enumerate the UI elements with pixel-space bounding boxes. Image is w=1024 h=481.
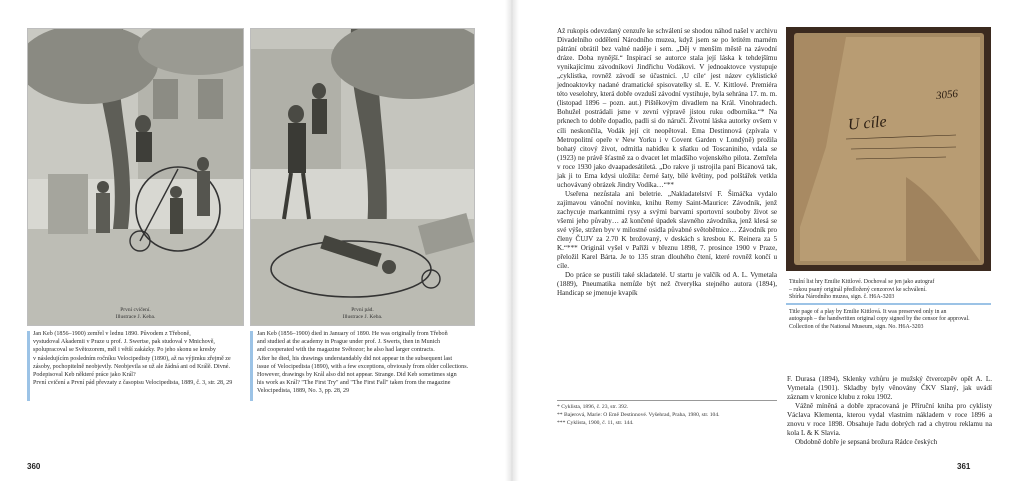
manuscript-title: U cíle [847,113,888,134]
photo-caption-line: Collection of the National Museum, sign. No. H6A-3203 [789,323,924,330]
photo-caption-line: Titulní list hry Emilie Kittlové. Dochoval se jen jako autograf [789,279,935,285]
photo-caption-line: Sbírka Národního muzea, sign. č. H6A-3203 [789,294,895,301]
left-page [0,0,511,481]
engraving-first-try-illustration [28,29,243,325]
body-paragraph: Obdobně dobře je sepsaná brožura Rádce českých [795,438,938,447]
photo-caption [789,279,989,332]
photo-caption-line: autograph – the handwritten original copy signed by the censor for approval. [789,316,970,323]
figure2-credit: Illustrace J. Keba. [342,314,383,320]
caption-accent-rule [27,331,30,401]
engraving-first-try [27,28,244,326]
caption-line: However, drawings by Král also did not appear. Strange. Did Keb sometimes sign [257,372,457,379]
caption-line: his work as Král? "The First Try" and "The First Fall" taken from the magazine [257,380,451,387]
manuscript-photo [786,27,991,271]
body-paragraph: Až rukopis odevzdaný cenzuře ke schválení se shodou náhod našel v archivu Divadelního oddělení Národního muzea, když jsem se po letitém marném pátrání obrátil bez valné naděje i sem. „Děj v menším městě na závodní dráze. Doba nynější.“ Inspirací se autorce stala její láska k tehdejšímu vynikajícímu závodníkovi Jindřichu Vodákovi. V jednoaktovce vystupuje „cyklistka, rovněž závodí se účastnicí. ‚U cíle‘ jest název cyklistické jednoaktovky nadané dramatické spisovatelky sl. E. V. Kittlové. Premiéra této veselohry, která dobře ovzduší závodní vystihuje, byla sehrána 17. m. m. (listopad 1896 – pozn. aut.) Pištěkovým divadlem na Král. Vinohradech. Bohužel postrádali jsme v zevní výpravě jistou ruku odborníka.“* Na prknech to dobře dopadlo, padli si do náručí. Životní láska autorky ovšem v cíli neskončila, Vodák její cit neopětoval. Ema Destinnová (zpívala v Metropolitní opeře v New Yorku i v Covent Garden v Londýně) prožila bohatý citový život, odmítla nabídku k sňatku od Toscaniniho, vdala se (1923) ne právě šťastně za o dvacet let mladšího vojenského pilota. Zemřela v roce 1930 jako dvaapadesátiletá. „Do rakve ji ustrojila paní Bicanová tak, jak ji to Ema kdysi uložila: černé šaty, bílé květiny, pod polštářek vetkla uchovávaný obrázek Jindry Vodíka…“** [557,27,777,189]
footnotes [557,400,777,428]
footnote: *** Cyklista, 1900, č. 11, str. 144. [557,420,634,426]
caption-line: Velocipedista, 1889, No. 3, pp. 28, 29 [257,388,350,395]
caption-czech [33,330,245,387]
caption-accent-rule [250,331,253,401]
caption-line: v následujícím posledním ročníku Velocipedisty (1890), až na výjimku zřejmě ze [33,355,231,362]
photo-caption-line: – rukou psaný originál předložený cenzorovi ke schválení. [789,286,927,293]
caption-line: and studied at the academy in Prague under prof. J. Swerts, then in Munich [257,339,441,346]
manuscript-number: 3056 [935,87,959,103]
engraving-first-fall-illustration [251,29,474,325]
caption-line: Jan Keb (1856–1900) zemřel v lednu 1890. Původem z Třeboně, [33,331,191,337]
caption-line: spolupracoval se Světozorem, měl i větší zakázky. Po jeho skonu se kresby [33,347,216,354]
body-paragraph: Useřena nezůstala ani beletrie. „Nakladatelství F. Šimáčka vydalo zajímavou vánoční novinku, knihu Remy Saint-Maurice: Závodník, jenž zachycuje markantními rysy a svými barvami sportovní souboby život se všemi jeho půvaby… až končené úpadek slavného závodníka, jenž klesá se své výše, stržen byv v milostné osidla půvabné světobětnice… Závodník pro členy ČUJV za 2.70 K brožovaný, v deskách s kresbou K. Reinera za 5 K.“*** Originál vyšel v Paříži v březnu 1898, 7. prosince 1900 v Praze, přeložil Karel Bárta. Je to 135 stran dlouhého čtení, které rovněž končí u cíle. [557,189,777,271]
second-text-column [787,375,992,447]
figure1-credit: Illustrace J. Keba. [115,314,156,320]
body-text-column [557,27,777,298]
body-paragraph: F. Durasa (1894), Sklenky vzhůru je mužský čtverozpěv opět A. L. Vymetala (1901). Skladby byly věnovány ČKV Slaný, jak uvádí záznam v kronice klubu z roku 1902. [787,375,992,402]
manuscript-cover-image [786,27,991,271]
engraving-first-fall-caption [251,307,474,321]
footnote: ** Bajerová, Marie: O Emě Destinnové. Vyšehrad, Praha, 1980, str. 104. [557,412,720,418]
caption-line: Podepisoval Keb některé práce jako Král? [33,372,136,379]
caption-line: After he died, his drawings understandably did not appear in the subsequent last [257,355,453,362]
book-gutter [505,0,519,481]
caption-english [257,330,472,396]
caption-line: vystudoval Akademii v Praze u prof. J. Swertse, pak studoval v Mnichově, [33,339,215,346]
figure2-caption: První pád. [351,307,374,313]
photo-caption-line: Title page of a play by Emilie Kittlová. It was preserved only in an [789,308,947,315]
engraving-first-try-caption [28,307,243,321]
caption-line: and cooperated with the magazine Světozor; he also had larger contracts. [257,347,435,354]
page-number-left: 360 [27,462,41,471]
caption-line: První cvičení a První pád převzaty z časopisu Velocipedista, 1889, č. 3, str. 28, 29 [33,380,233,387]
photo-caption-english [789,309,989,332]
photo-caption-rule [786,303,991,305]
page-number-right: 361 [957,462,971,471]
footnote: * Cyklista, 1896, č. 23, str. 392. [557,404,629,410]
body-paragraph: Vážně míněná a dobře zpracovaná je Příruční kniha pro cyklisty Václava Klementa, kterou vydal vlastním nákladem v roce 1896 a znovu v roce 1898. Obsahuje řadu dobrých rad a chytrou reklamu na kola L & K Slavia. [787,402,992,438]
figure1-caption: První cvičení. [120,307,151,313]
body-paragraph: Do práce se pustili také skladatelé. U startu je valčík od A. L. Vymetala (1889), Pneumatika nemůže být než čtveryłka stejného autora (1894), Handicap se jmenuje kvapík [557,271,777,298]
caption-line: zásoby, pochopitelně neobjevily. Neobjevila se už ale žádná ani od Králě. Divné. [33,363,231,370]
caption-line: issue of Velocipedista (1890), with a few exceptions, obviously from older collections. [257,363,469,370]
caption-line: Jan Keb (1856–1900) died in January of 1890. He was originally from Třeboň [257,331,448,337]
engraving-first-fall [250,28,475,326]
